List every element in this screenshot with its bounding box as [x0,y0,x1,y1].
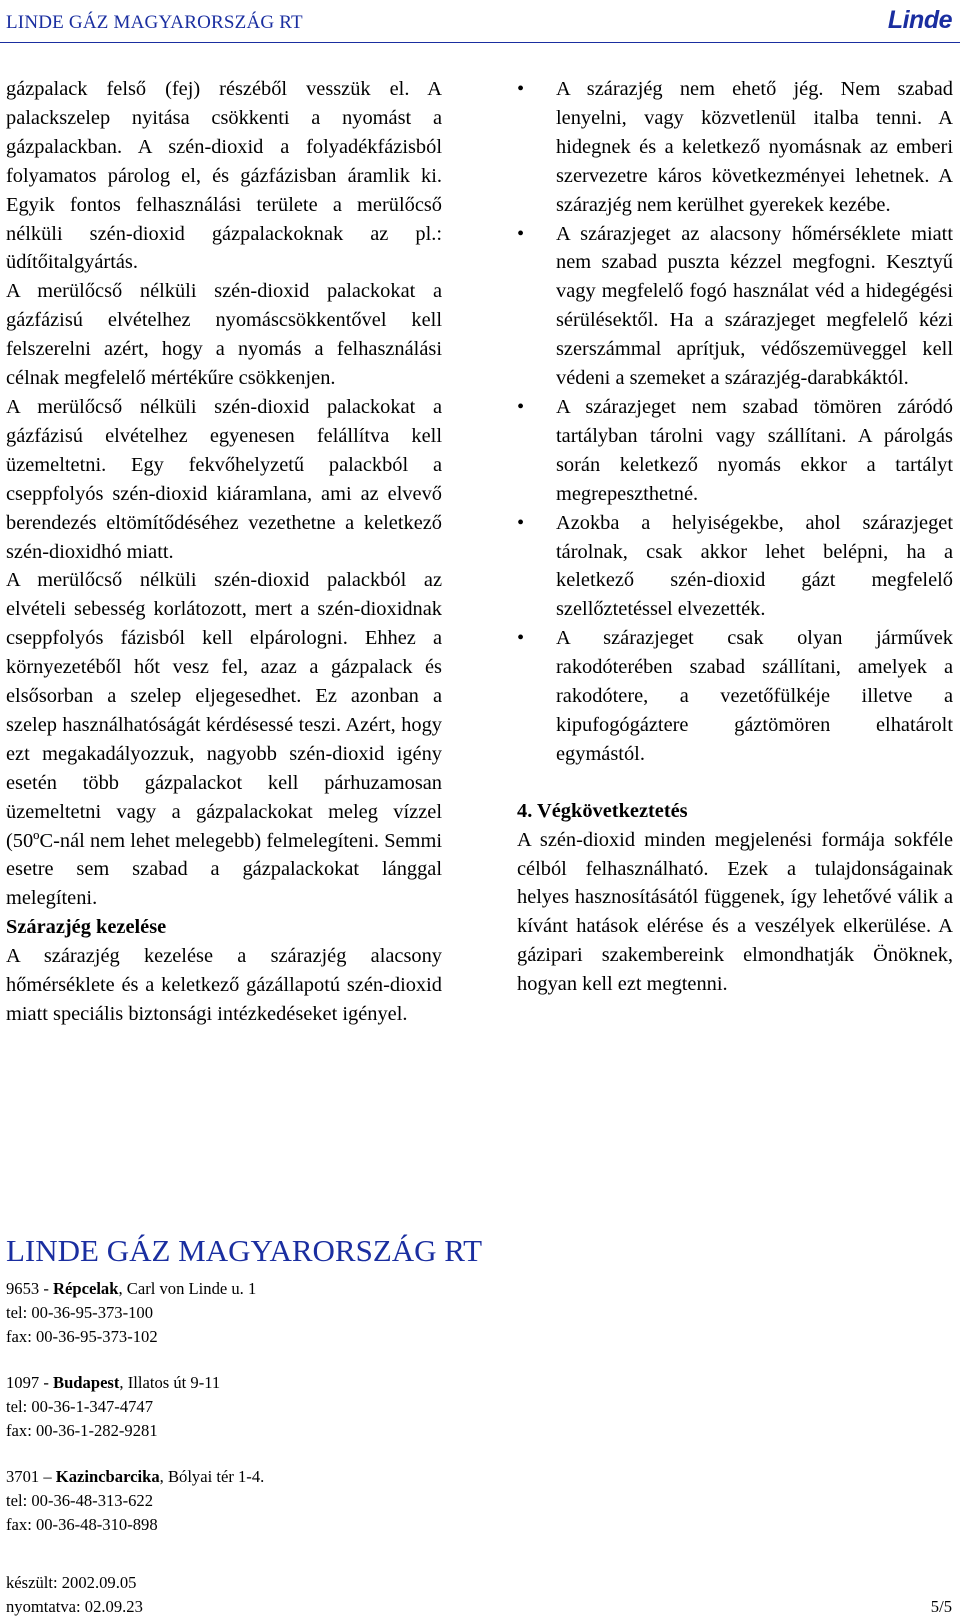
list-item [517,75,953,220]
list-item-text: Azokba a helyiségekbe, ahol szárazjeget tárolnak, csak akkor lehet belépni, ha a keletkező szén-dioxid gázt megfelelő szellőztetéssel elvezették. [556,511,953,621]
paragraph: A szén-dioxid minden megjelenési formája sokféle célból felhasználható. Ezek a tulajdonságainak helyes hasznosításától függenek, így lehetővé válik a kívánt hatások elérése és a veszélyek elkerülése. A gázipari szakembereink elmondhatják Önöknek, hogyan kell ezt megtenni. [517,828,953,996]
company-footer [6,1233,706,1559]
list-item-text: A szárazjeget nem szabad tömören záródó tartályban tárolni vagy szállítani. A párolgás során keletkező nyomás ekkor a tartályt megrepeszthetné. [556,395,953,505]
bullet-icon: • [517,395,525,418]
left-column [6,75,442,1029]
page-header [0,0,960,48]
paragraph: A szárazjég kezelése a szárazjég alacsony hőmérséklete és a keletkező gázállapotú szén-dioxid miatt speciális biztonsági intézkedéseket igényel. [6,945,442,1025]
paragraph: A merülőcső nélküli szén-dioxid palackokat a gázfázisú elvételhez egyenesen felállítva kell üzemeltetni. Egy fekvőhelyzetű palackból a cseppfolyós szén-dioxid kiáramlana, ami az elvevő berendezés eltömítődéséhez vezethetne a keletkező szén-dioxidhó miatt. [6,395,442,563]
bullet-icon: • [517,78,525,100]
right-column [517,75,953,999]
section-heading: Szárazjég kezelése [6,916,167,939]
bullet-icon: • [517,511,525,534]
page-number: 5/5 [930,1597,952,1616]
document-meta [6,1571,143,1619]
section-heading: 4. Végkövetkeztetés [517,799,688,822]
company-name: LINDE GÁZ MAGYARORSZÁG RT [6,1233,483,1268]
linde-logo: Linde [887,6,952,34]
address-line: 3701 – Kazincbarcika, Bólyai tér 1-4. [6,1467,265,1486]
address-block [6,1371,706,1443]
bullet-icon: • [517,222,525,245]
safety-list [517,75,953,769]
list-item-text: A szárazjég nem ehető jég. Nem szabad lenyelni, vagy közvetlenül italba tenni. A hidegnek és a keletkező nyomásnak az emberi szervezetre káros következményei lehetnek. A szárazjég nem kerülhet gyerekek kezébe. [556,78,953,216]
fax: fax: 00-36-1-282-9281 [6,1421,158,1440]
header-title: LINDE GÁZ MAGYARORSZÁG RT [6,12,303,33]
list-item-text: A szárazjeget az alacsony hőmérséklete miatt nem szabad puszta kézzel megfogni. Kesztyű vagy megfelelő fogó használat véd a hidegégési sérülésektől. Ha a szárazjeget megfelelő kézi szerszámmal aprítjuk, védőszemüveggel kell védeni a szemeket a szárazjég-darabkáktól. [556,222,953,390]
list-item-text: A szárazjeget csak olyan járművek rakodóterében szabad szállítani, amelyek a rakodótere, a vezetőfülkéje illetve a kipufogógáztere gáztömören elhatárolt egymástól. [556,627,953,765]
paragraph: A merülőcső nélküli szén-dioxid palackokat a gázfázisú elvételhez nyomáscsökkentővel kell felszerelni azért, hogy a nyomás a felhasználási célnak megfelelő mértékűre csökkenjen. [6,280,442,390]
address-block [6,1465,706,1537]
fax: fax: 00-36-48-310-898 [6,1515,158,1534]
list-item [517,393,953,509]
city: Répcelak [53,1279,119,1298]
address-line: 1097 - Budapest, Illatos út 9-11 [6,1373,221,1392]
phone: tel: 00-36-1-347-4747 [6,1397,154,1416]
created-date: készült: 2002.09.05 [6,1573,137,1592]
city: Budapest [53,1373,120,1392]
city: Kazincbarcika [55,1467,160,1486]
phone: tel: 00-36-95-373-100 [6,1303,154,1322]
fax: fax: 00-36-95-373-102 [6,1327,158,1346]
phone: tel: 00-36-48-313-622 [6,1491,154,1510]
bullet-icon: • [517,627,525,650]
list-item [517,220,953,393]
printed-date: nyomtatva: 02.09.23 [6,1597,143,1616]
paragraph: A merülőcső nélküli szén-dioxid palackból az elvételi sebesség korlátozott, mert a szén-dioxidnak cseppfolyós fázisból kell elpárologni. Ehhez a környezetéből hőt vesz fel, azaz a gázpalack és elsősorban a szelep eljegesedhet. Ez azonban a szelep használhatóságát kérdésessé teszi. Azért, hogy ezt megakadályozzuk, nagyobb szén-dioxid igény esetén több gázpalackot kell párhuzamosan üzemeltetni vagy a gázpalackokat meleg vízzel (50ºC-nál nem lehet melegebb) felmelegíteni. Semmi esetre sem szabad a gázpalackokat lánggal melegíteni. [6,569,442,910]
header-divider [0,42,960,43]
list-item [517,509,953,625]
list-item [517,624,953,769]
address-block [6,1277,706,1349]
address-line: 9653 - Répcelak, Carl von Linde u. 1 [6,1279,257,1298]
paragraph: gázpalack felső (fej) részéből vesszük el. A palackszelep nyitása csökkenti a nyomást a gázpalackban. A szén-dioxid a folyadékfázisból folyamatos párolog el, és gázfázisban áramlik ki. Egyik fontos felhasználási területe a merülőcső nélküli szén-dioxid gázpalackoknak az pl.: üdítőitalgyártás. [6,78,442,274]
